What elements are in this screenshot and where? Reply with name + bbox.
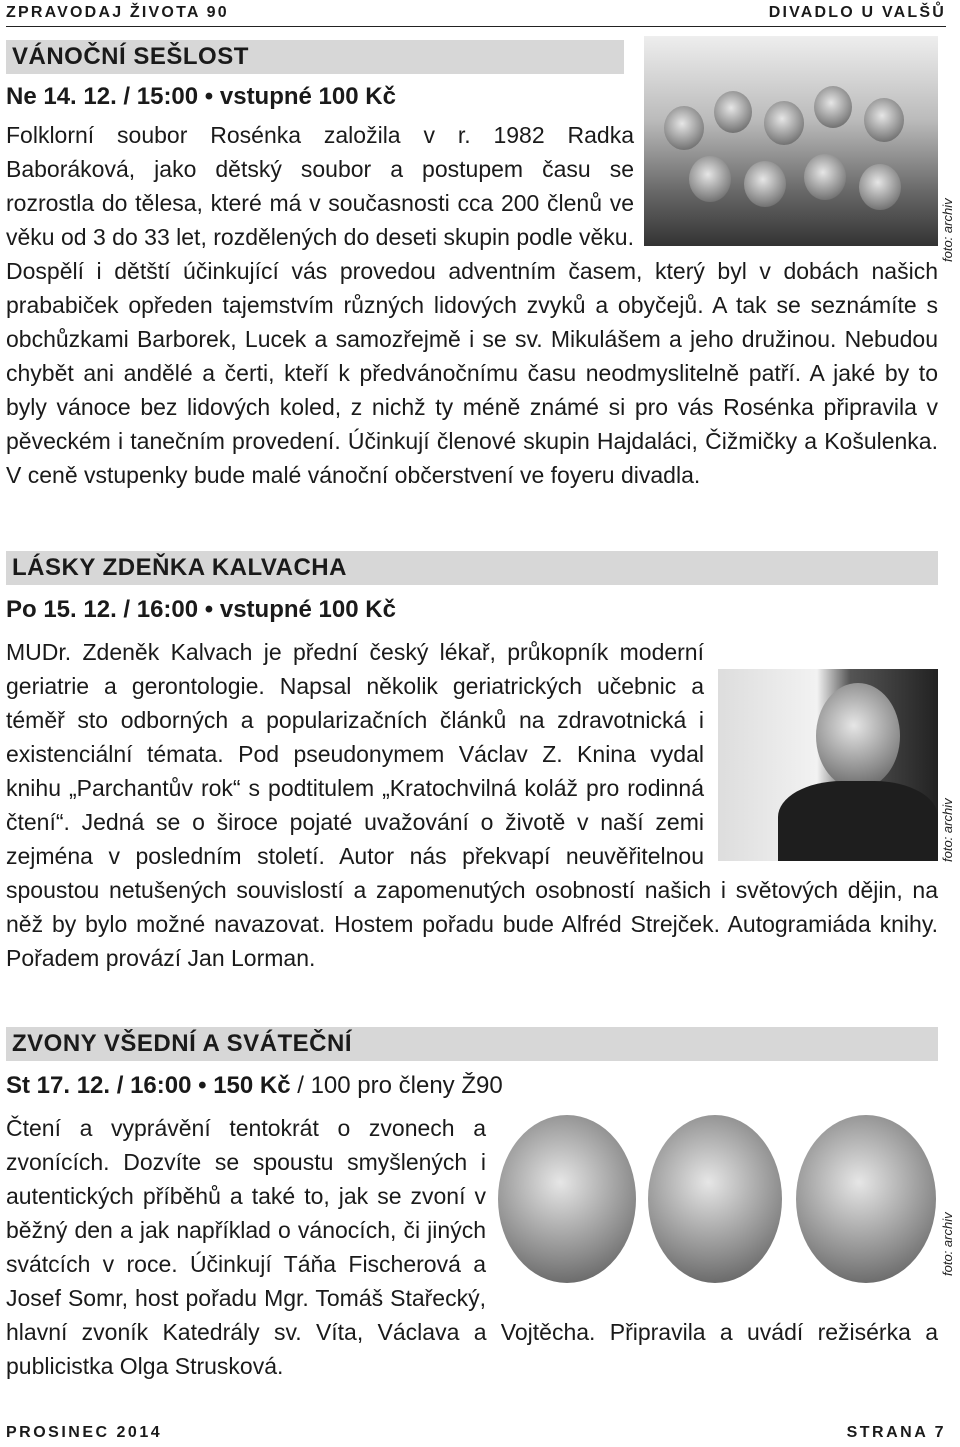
header-section: DIVADLO U VALŠŮ [768,4,946,21]
event-description: Folklorní soubor Rosénka založila v r. 1982 Radka Baboráková, jako dětský soubor a postupem času se rozrostla do tělesa, které má v současnosti cca 200 členů ve věku od 3 do 33 let, rozdělených do deseti skupin podle věku. Dospělí i dětští účinkující vás provedou adventním časem, který byl v dobách našich prababiček opředen tajemstvím různých lidových zvyků a obyčejů. A tak se seznámíte s obchůzkami Barborek, Lucek a samozřejmě i se sv. Mikulášem a jeho družinou. Nebudou chybět ani andělé a čerti, kteří k předvánočnímu času neodmyslitelně patří. A jaké by to byly vánoce bez lidových koled, z nichž ty méně známé si pro vás Rosénka připravila v pěveckém i tanečním provedení. Účinkují členové skupin Hajdaláci, Čižmičky a Košulenka. V ceně vstupenky bude malé vánoční občerstvení ve foyeru divadla. [6,118,938,492]
header-publication: ZPRAVODAJ ŽIVOTA 90 [6,4,229,21]
event-date-price: Ne 14. 12. / 15:00 • vstupné 100 Kč [6,83,396,110]
page-header [6,2,946,27]
photo-credit: foto: archiv [940,198,955,262]
event-date-price: St 17. 12. / 16:00 • 150 Kč / 100 pro členy Ž90 [6,1072,503,1099]
photo-credit: foto: archiv [940,1212,955,1276]
folklore-ensemble-photo [644,36,938,246]
performers-photos [498,1111,938,1287]
event-date-price: Po 15. 12. / 16:00 • vstupné 100 Kč [6,596,396,623]
portrait-starecky [796,1115,936,1283]
event-title: LÁSKY ZDEŇKA KALVACHA [6,551,938,585]
event-lasky-zdenka-kalvacha [6,551,938,975]
footer-issue: PROSINEC 2014 [6,1424,163,1441]
event-vanocni-seslost [6,40,938,492]
photo-credit: foto: archiv [940,798,955,862]
event-title: ZVONY VŠEDNÍ A SVÁTEČNÍ [6,1027,938,1061]
event-title: VÁNOČNÍ SEŠLOST [6,40,624,74]
footer-page-number: STRANA 7 [846,1424,946,1441]
portrait-somr [498,1115,636,1283]
event-description: MUDr. Zdeněk Kalvach je přední český lékař, průkopník moderní geriatrie a gerontologie. Napsal několik geriatrických učebnic a téměř sto odborných a popularizačních článků na zdravotnická i existenciální témata. Pod pseudonymem Václav Z. Knina vydal knihu „Parchantův rok“ s podtitulem „Kratochvilná koláž pro rodinná čtení“. Jedná se o široce pojaté uvažování o životě v naší zemi zejména v posledním století. Autor nás překvapí neuvěřitelnou spoustou netušených souvislostí a zapomenutých osobností našich i světových dějin, na něž by bylo možné navazovat. Hostem pořadu bude Alfréd Strejček. Autogramiáda knihy. Pořadem provází Jan Lorman. [6,639,938,971]
event-description: Čtení a vyprávění tentokrát o zvonech a zvonících. Dozvíte se spoustu smyšlených i autentických příběhů a také to, jak se zvoní v běžný den a jak například o vánocích, či jiných svátcích v roce. Účinkují Táňa Fischerová a Josef Somr, host pořadu Mgr. Tomáš Stařecký, hlavní zvoník Katedrály sv. Víta, Václava a Vojtěcha. Připravila a uvádí režisérka a publicistka Olga Strusková. [6,1111,938,1383]
kalvach-portrait-photo [718,669,938,861]
event-zvony-vsedni-a-svatecni [6,1027,938,1383]
portrait-fischerova [648,1115,782,1283]
